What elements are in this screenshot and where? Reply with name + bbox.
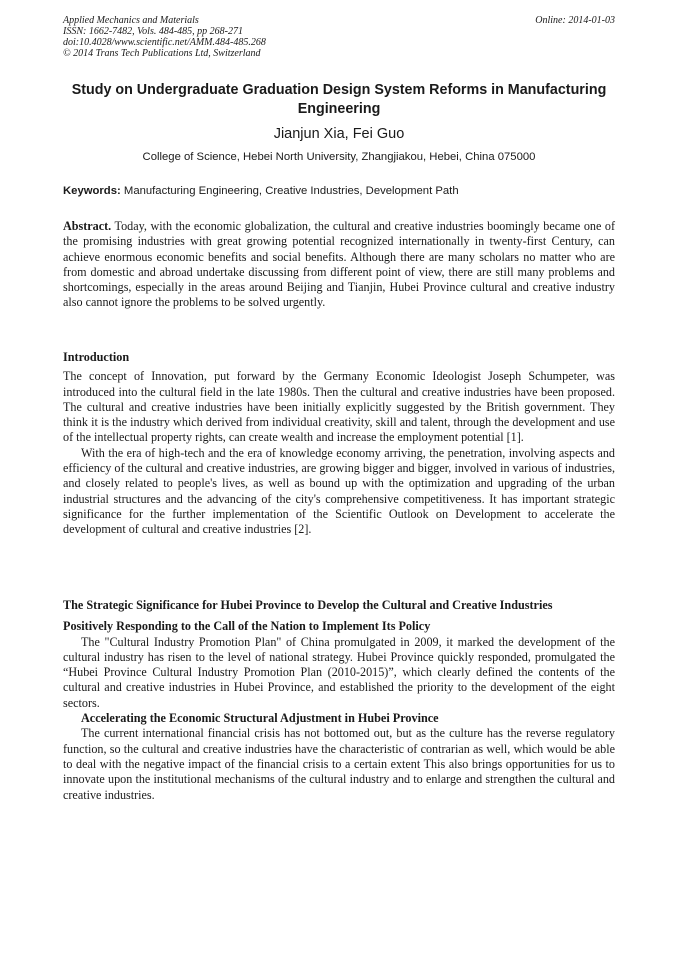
author-affiliation: College of Science, Hebei North University, Zhangjiakou, Hebei, China 075000	[142, 151, 536, 163]
introduction-section	[63, 350, 615, 538]
abstract-section	[63, 219, 615, 311]
online-date: Online: 2014-01-03	[535, 15, 615, 26]
abstract-label: Abstract.	[63, 219, 112, 233]
abstract-text: Today, with the economic globalization, the cultural and creative industries boomingly became one of the promising industries with great growing potential recognized internationally in twenty-first Century, can achieve enormous economic benefits and social benefits. Although there are many scholars no matter who are from domestic and abroad undertake discussing from different point of view, there are still many problems and shortcomings, especially in the areas around Beijing and Tianjin, Hubei Province cultural and creative industry also cannot ignore the problems to be solved urgently.	[63, 219, 615, 310]
paper-title: Study on Undergraduate Graduation Design System Reforms in Manufacturing Engineering	[71, 82, 607, 117]
issn-line: ISSN: 1662-7482, Vols. 484-485, pp 268-271	[63, 26, 243, 37]
introduction-heading: Introduction	[63, 350, 130, 364]
paper-authors: Jianjun Xia, Fei Guo	[273, 126, 405, 142]
keywords-label: Keywords:	[63, 185, 121, 197]
subheading-responding: Positively Responding to the Call of the Nation to Implement Its Policy	[63, 619, 431, 634]
strategic-section	[63, 598, 615, 803]
doi-line: doi:10.4028/www.scientific.net/AMM.484-485.268	[63, 37, 266, 48]
journal-header	[63, 15, 615, 59]
copyright-line: © 2014 Trans Tech Publications Ltd, Switzerland	[63, 48, 261, 59]
subheading-accelerating: Accelerating the Economic Structural Adjustment in Hubei Province	[81, 711, 439, 726]
journal-name: Applied Mechanics and Materials	[63, 15, 199, 26]
introduction-paragraph-1: The concept of Innovation, put forward by the Germany Economic Ideologist Joseph Schumpeter, was introduced into the cultural field in the late 1980s. Then the cultural and creative industries have been proposed. The cultural and creative industries have been initially explicitly suggested by the British government. They think it is the industry which derived from individual creativity, skill and talent, through the development and use of the intellectual property rights, can create wealth and increase the employment potential [1].	[63, 369, 615, 445]
keywords-text: Manufacturing Engineering, Creative Industries, Development Path	[123, 185, 459, 197]
strategic-heading: The Strategic Significance for Hubei Province to Develop the Cultural and Creative Industries	[63, 598, 553, 612]
keywords	[63, 184, 615, 198]
strategic-paragraph-2: The current international financial crisis has not bottomed out, but as the culture has the reverse regulatory function, so the cultural and creative industries have the characteristic of contrarian as well, which would be able to deal with the negative impact of the financial crisis to a certain extent This also brings opportunities for us to innovate upon the institutional mechanisms of the cultural industry and to enlarge and strengthen the cultural and creative industries.	[63, 726, 615, 802]
strategic-paragraph-1: The "Cultural Industry Promotion Plan" of China promulgated in 2009, it marked the development of the cultural industry has risen to the level of national strategy. Hubei Province quickly responded, promulgated the “Hubei Province Cultural Industry Promotion Plan (2010-2015)”, which clearly defined the contents of the cultural and creative industries in Hubei Province, and established the priority to the development of the eight sectors.	[63, 634, 615, 710]
introduction-paragraph-2: With the era of high-tech and the era of knowledge economy arriving, the penetration, involving aspects and efficiency of the cultural and creative industries, are growing bigger and bigger, involved in various of industries, and closely related to people's lives, as well as bound up with the optimization and upgrading of the urban industrial structures and the advancing of the city's comprehensive competitiveness. It has important strategic significance for the further implementation of the Scientific Outlook on Development to accelerate the development of cultural and creative industries [2].	[63, 445, 615, 537]
